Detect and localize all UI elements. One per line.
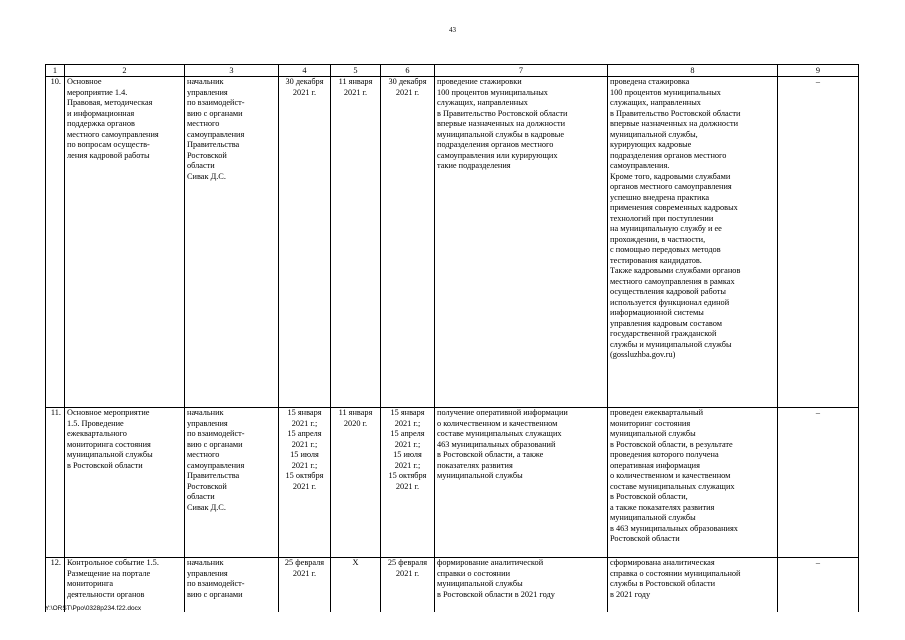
actual-start-date-cell (331, 408, 381, 558)
planned-end-date-cell (381, 408, 435, 558)
report-table (45, 64, 859, 612)
event-name-line: муниципальной службы (67, 450, 153, 459)
planned-end-date-line: 2021 г. (395, 481, 420, 491)
actual-result-line: а также показателях развития (610, 502, 715, 512)
column-header: 2 (65, 65, 185, 77)
expected-result-line: такие подразделения (437, 161, 511, 170)
actual-result-line: органов местного самоуправления (610, 182, 732, 191)
column-header: 7 (435, 65, 608, 77)
planned-end-date-line: 2021 г.; (394, 439, 421, 449)
actual-start-date-line: 2021 г. (343, 87, 368, 97)
actual-result-line: 100 процентов муниципальных (610, 87, 721, 97)
actual-result-line: местного самоуправления в рамках (610, 276, 735, 286)
planned-start-date-cell (279, 408, 331, 558)
planned-end-date-line: 2021 г.; (394, 418, 421, 428)
planned-start-date-line: 25 февраля (284, 558, 325, 567)
responsible-person-cell (185, 558, 279, 612)
responsible-person-line: вию с органами (187, 108, 243, 118)
event-name-line: и информационная (67, 108, 135, 118)
expected-result-line: справки о состоянии (437, 568, 511, 578)
responsible-person-line: начальник (187, 558, 224, 567)
note-cell: – (778, 408, 859, 558)
actual-start-date-cell (331, 558, 381, 612)
actual-result-line: курирующих кадровые (610, 140, 692, 149)
actual-result-line: составе муниципальных служащих (610, 481, 735, 491)
footer-file-path: Y:\ORST\Ppo\0328p234.f22.docx (45, 605, 142, 612)
responsible-person-line: области (187, 492, 215, 501)
actual-result-line: муниципальной службы (610, 429, 696, 438)
responsible-person-line: Правительства (187, 140, 240, 149)
row-number-cell: 10. (46, 77, 65, 408)
expected-result-line: в Ростовской области, а также (437, 450, 544, 459)
event-name-line: Правовая, методическая (67, 98, 153, 107)
actual-result-line: службы и муниципальной службы (610, 339, 732, 349)
actual-result-line: подразделения органов местного (610, 150, 727, 160)
actual-start-date-cell (331, 77, 381, 408)
expected-result-line: 100 процентов муниципальных (437, 87, 548, 97)
responsible-person-line: по взаимодейст- (187, 429, 245, 438)
event-name-line: Основное мероприятие (67, 408, 150, 417)
actual-result-line: информационной системы (610, 308, 704, 317)
actual-result-line: проведена стажировка (610, 77, 690, 86)
planned-end-date-line: 15 октября (388, 471, 427, 480)
actual-result-line: с помощью передовых методов (610, 245, 721, 254)
planned-end-date-line: 15 апреля (390, 429, 425, 438)
actual-result-line: в Ростовской области, (610, 492, 688, 501)
responsible-person-line: самоуправления (187, 129, 245, 139)
expected-result-line: составе муниципальных служащих (437, 429, 562, 438)
planned-end-date-line: 2021 г. (395, 87, 420, 97)
actual-result-line: Кроме того, кадровыми службами (610, 171, 731, 181)
actual-result-line: впервые назначенных на должности (610, 119, 739, 128)
event-name-line: мониторинга (67, 579, 114, 588)
expected-result-line: служащих, направленных (437, 98, 528, 107)
responsible-person-line: области (187, 161, 215, 170)
expected-result-cell (435, 558, 608, 612)
planned-start-date-line: 2021 г.; (291, 460, 318, 470)
actual-start-date-line: 11 января (338, 77, 373, 86)
responsible-person-line: Ростовской (187, 150, 227, 160)
event-name-cell (65, 408, 185, 558)
responsible-person-line: Ростовской (187, 481, 227, 491)
expected-result-line: подразделения органов местного (437, 140, 554, 149)
responsible-person-line: местного (187, 119, 220, 128)
responsible-person-line: начальник (187, 408, 224, 417)
actual-result-line: проведен ежеквартальный (610, 408, 704, 417)
planned-end-date-line: 15 января (390, 408, 425, 417)
actual-result-line: мониторинг состояния (610, 418, 691, 428)
note-cell: – (778, 558, 859, 612)
column-number-header (46, 65, 859, 77)
responsible-person-line: управления (187, 87, 228, 97)
responsible-person-line: по взаимодейст- (187, 98, 245, 107)
responsible-person-line: вию с органами (187, 439, 243, 449)
responsible-person-line: Сивак Д.С. (187, 171, 226, 181)
note-cell: – (778, 77, 859, 408)
expected-result-line: получение оперативной информации (437, 408, 568, 417)
event-name-line: мероприятие 1.4. (67, 87, 128, 97)
planned-start-date-line: 30 декабря (285, 77, 324, 86)
event-name-line: поддержка органов (67, 119, 135, 128)
event-name-line: местного самоуправления (67, 129, 159, 139)
responsible-person-line: Правительства (187, 471, 240, 480)
planned-start-date-line: 15 октября (285, 471, 324, 480)
planned-start-date-line: 2021 г. (292, 87, 317, 97)
row-number-cell: 12. (46, 558, 65, 612)
expected-result-line: о количественном и качественном (437, 418, 558, 428)
expected-result-line: формирование аналитической (437, 558, 544, 567)
table-row (46, 77, 859, 408)
responsible-person-line: управления (187, 568, 228, 578)
event-name-cell (65, 77, 185, 408)
actual-result-line: (gossluzhba.gov.ru) (610, 350, 676, 359)
responsible-person-line: местного (187, 450, 220, 459)
actual-result-cell (608, 408, 778, 558)
actual-result-line: проведения которого получена (610, 450, 719, 459)
column-header: 4 (279, 65, 331, 77)
planned-start-date-cell (279, 77, 331, 408)
actual-result-line: в 463 муниципальных образованиях (610, 523, 738, 533)
responsible-person-line: вию с органами (187, 589, 243, 599)
planned-start-date-line: 15 апреля (287, 429, 322, 438)
planned-start-date-line: 2021 г.; (291, 439, 318, 449)
column-header: 5 (331, 65, 381, 77)
actual-result-line: муниципальной службы (610, 513, 696, 522)
actual-result-cell (608, 558, 778, 612)
planned-start-date-line: 2021 г. (292, 568, 317, 578)
event-name-line: ежеквартального (67, 429, 127, 438)
actual-result-line: в Ростовской области, в результате (610, 439, 733, 449)
event-name-line: в Ростовской области (67, 460, 143, 470)
actual-start-date-line: 2020 г. (343, 418, 368, 428)
column-header: 8 (608, 65, 778, 77)
actual-result-line: муниципальной службы, (610, 129, 698, 139)
event-name-line: Основное (67, 77, 102, 86)
responsible-person-line: Сивак Д.С. (187, 502, 226, 512)
column-header: 9 (778, 65, 859, 77)
actual-start-date-line: Х (352, 558, 359, 567)
column-header: 6 (381, 65, 435, 77)
expected-result-line: муниципальной службы (437, 579, 523, 588)
planned-start-date-line: 2021 г.; (291, 418, 318, 428)
table-row (46, 408, 859, 558)
actual-result-line: государственной гражданской (610, 329, 717, 338)
planned-start-date-cell (279, 558, 331, 612)
actual-result-line: служащих, направленных (610, 98, 701, 107)
responsible-person-line: начальник (187, 77, 224, 86)
actual-result-line: Ростовской области (610, 534, 680, 543)
event-name-line: 1.5. Проведение (67, 418, 124, 428)
actual-result-line: применения современных кадровых (610, 203, 738, 212)
event-name-cell (65, 558, 185, 612)
planned-end-date-line: 30 декабря (388, 77, 427, 86)
actual-result-line: в 2021 году (610, 589, 651, 599)
planned-end-date-line: 2021 г. (395, 568, 420, 578)
actual-result-line: службы в Ростовской области (610, 579, 716, 588)
actual-result-line: осуществления кадровой работы (610, 287, 726, 296)
expected-result-line: муниципальной службы в кадровые (437, 129, 565, 139)
actual-result-line: Также кадровыми службами органов (610, 266, 741, 275)
event-name-line: по вопросам осуществ- (67, 140, 150, 149)
actual-result-line: используется функционал единой (610, 297, 730, 307)
actual-result-line: в Правительство Ростовской области (610, 108, 741, 118)
actual-result-line: технологий при поступлении (610, 213, 714, 223)
planned-start-date-line: 15 января (287, 408, 322, 417)
responsible-person-line: управления (187, 418, 228, 428)
expected-result-line: в Правительство Ростовской области (437, 108, 568, 118)
expected-result-line: самоуправления или курирующих (437, 150, 558, 160)
actual-result-line: оперативная информация (610, 460, 700, 470)
event-name-line: ления кадровой работы (67, 150, 150, 160)
actual-result-line: прохождении, в частности, (610, 234, 706, 244)
expected-result-line: показателях развития (437, 460, 513, 470)
planned-end-date-line: 15 июля (393, 450, 422, 459)
responsible-person-cell (185, 77, 279, 408)
actual-result-line: на муниципальную службу и ее (610, 224, 722, 233)
expected-result-line: впервые назначенных на должности (437, 119, 566, 128)
actual-result-line: справка о состоянии муниципальной (610, 568, 741, 578)
planned-start-date-line: 2021 г. (292, 481, 317, 491)
column-header: 1 (46, 65, 65, 77)
column-header: 3 (185, 65, 279, 77)
planned-end-date-line: 25 февраля (387, 558, 428, 567)
table-row (46, 558, 859, 612)
event-name-line: мониторинга состояния (67, 439, 151, 449)
responsible-person-cell (185, 408, 279, 558)
planned-end-date-line: 2021 г.; (394, 460, 421, 470)
actual-result-cell (608, 77, 778, 408)
event-name-line: Контрольное событие 1.5. (67, 558, 159, 567)
event-name-line: Размещение на портале (67, 568, 151, 578)
expected-result-cell (435, 77, 608, 408)
actual-result-line: о количественном и качественном (610, 471, 731, 480)
page-number: 43 (449, 26, 456, 34)
actual-result-line: управления кадровым составом (610, 318, 722, 328)
actual-result-line: сформирована аналитическая (610, 558, 715, 567)
event-name-line: деятельности органов (67, 589, 145, 599)
planned-start-date-line: 15 июля (290, 450, 319, 459)
expected-result-line: проведение стажировки (437, 77, 522, 86)
expected-result-line: муниципальной службы (437, 471, 523, 480)
actual-result-line: тестирования кандидатов. (610, 255, 702, 265)
planned-end-date-cell (381, 77, 435, 408)
planned-end-date-cell (381, 558, 435, 612)
actual-result-line: успешно внедрена практика (610, 192, 710, 202)
row-number-cell: 11. (46, 408, 65, 558)
actual-start-date-line: 11 января (338, 408, 373, 417)
actual-result-line: самоуправления. (610, 161, 670, 170)
responsible-person-line: по взаимодейст- (187, 579, 245, 588)
responsible-person-line: самоуправления (187, 460, 245, 470)
expected-result-line: в Ростовской области в 2021 году (437, 589, 555, 599)
expected-result-line: 463 муниципальных образований (437, 439, 556, 449)
expected-result-cell (435, 408, 608, 558)
